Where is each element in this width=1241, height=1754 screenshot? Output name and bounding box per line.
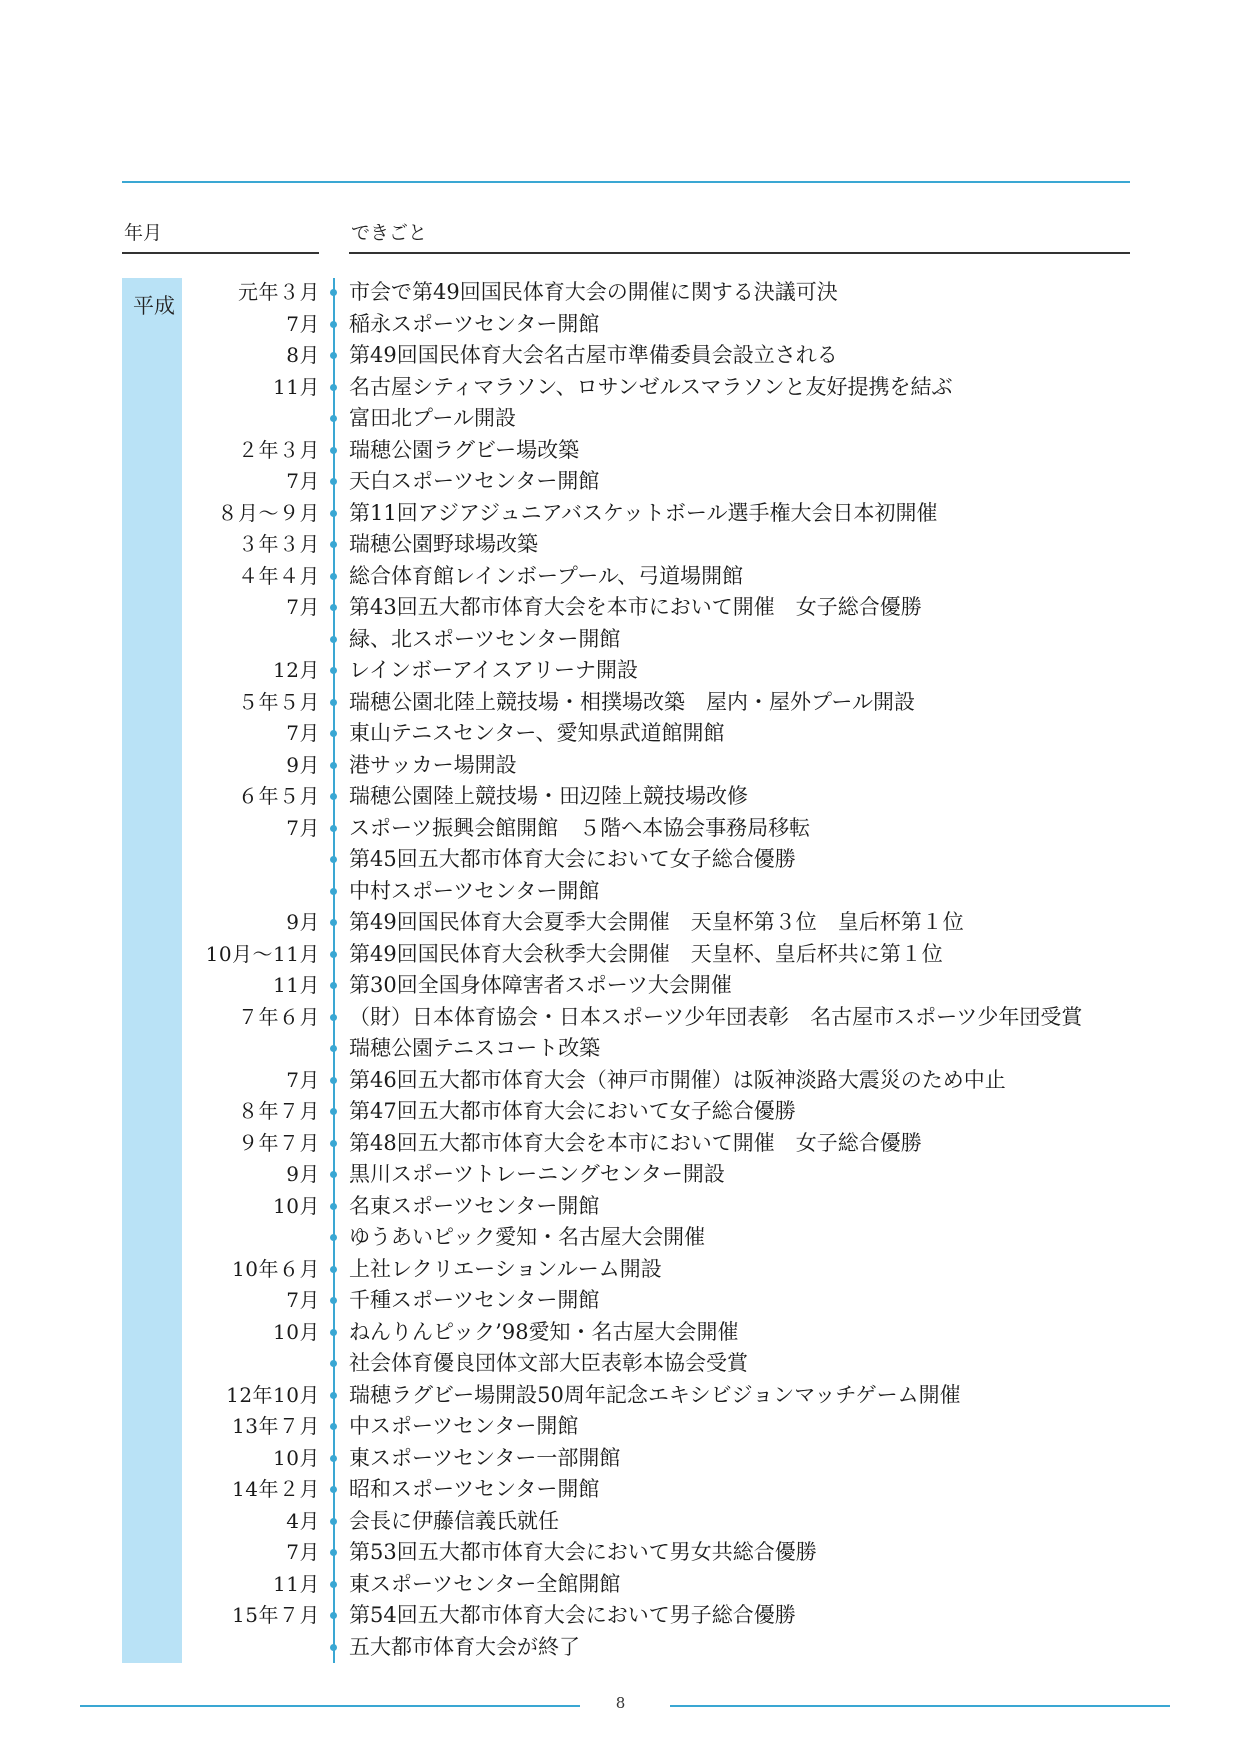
- timeline-bullet-icon: [330, 1171, 337, 1178]
- header-underline-year: [122, 252, 319, 254]
- timeline-row: [0, 813, 1241, 845]
- row-event: （財）日本体育協会・日本スポーツ少年団表彰 名古屋市スポーツ少年団受賞: [349, 1004, 1083, 1029]
- timeline-row: [0, 1128, 1241, 1160]
- timeline-row: [0, 718, 1241, 750]
- timeline-bullet-icon: [330, 573, 337, 580]
- timeline-bullet-icon: [330, 604, 337, 611]
- row-date: 11月: [273, 1571, 320, 1596]
- timeline-rows: [0, 277, 1241, 1663]
- timeline-row: [0, 1159, 1241, 1191]
- row-date: 11月: [273, 374, 320, 399]
- row-date: 10月: [273, 1193, 320, 1218]
- row-event: 第47回五大都市体育大会において女子総合優勝: [349, 1099, 796, 1123]
- timeline-row: [0, 970, 1241, 1002]
- row-date: 4月: [286, 1508, 320, 1533]
- timeline-bullet-icon: [330, 1329, 337, 1336]
- row-date: 10月: [273, 1319, 320, 1344]
- timeline-row: [0, 372, 1241, 404]
- timeline-row: [0, 592, 1241, 624]
- row-event: 千種スポーツセンター開館: [349, 1288, 600, 1312]
- timeline-row: [0, 1033, 1241, 1065]
- timeline-row: [0, 1348, 1241, 1380]
- timeline-bullet-icon: [330, 1644, 337, 1651]
- row-date: ７年６月: [238, 1004, 320, 1029]
- timeline-row: [0, 655, 1241, 687]
- timeline-row: [0, 1506, 1241, 1538]
- timeline-bullet-icon: [330, 1014, 337, 1021]
- timeline-row: [0, 1600, 1241, 1632]
- timeline-row: [0, 435, 1241, 467]
- row-date: ８月～９月: [217, 500, 320, 525]
- row-event: 名東スポーツセンター開館: [349, 1193, 600, 1218]
- row-event: 港サッカー場開設: [349, 752, 517, 777]
- row-event: 社会体育優良団体文部大臣表彰本協会受賞: [349, 1351, 748, 1375]
- row-event: 第49回国民体育大会夏季大会開催 天皇杯第３位 皇后杯第１位: [349, 910, 964, 934]
- timeline-row: [0, 1065, 1241, 1097]
- row-event: レインボーアイスアリーナ開設: [349, 658, 638, 682]
- row-date: 7月: [286, 1067, 320, 1092]
- timeline-row: [0, 1537, 1241, 1569]
- timeline-row: [0, 529, 1241, 561]
- timeline-bullet-icon: [330, 510, 337, 517]
- header-underline-event: [349, 252, 1130, 254]
- row-event: 稲永スポーツセンター開館: [349, 311, 600, 336]
- timeline-bullet-icon: [330, 762, 337, 769]
- timeline-row: [0, 1222, 1241, 1254]
- row-event: 第43回五大都市体育大会を本市において開催 女子総合優勝: [349, 595, 922, 619]
- row-event: スポーツ振興会館開館 ５階へ本協会事務局移転: [349, 815, 811, 840]
- row-event: 中村スポーツセンター開館: [349, 878, 600, 903]
- timeline-row: [0, 277, 1241, 309]
- row-event: 瑞穂ラグビー場開設50周年記念エキシビジョンマッチゲーム開催: [349, 1382, 961, 1407]
- row-date: 12年10月: [226, 1382, 320, 1407]
- row-date: ４年４月: [238, 563, 320, 588]
- row-event: 東スポーツセンター一部開館: [349, 1445, 621, 1470]
- timeline-row: [0, 1569, 1241, 1601]
- timeline-row: [0, 1317, 1241, 1349]
- timeline-row: [0, 403, 1241, 435]
- timeline-bullet-icon: [330, 415, 337, 422]
- row-date: ３年３月: [238, 532, 320, 556]
- timeline-bullet-icon: [330, 1423, 337, 1430]
- timeline-bullet-icon: [330, 1297, 337, 1304]
- row-date: 10年６月: [232, 1256, 320, 1281]
- timeline-row: [0, 1191, 1241, 1223]
- row-event: 五大都市体育大会が終了: [349, 1634, 580, 1659]
- timeline-row: [0, 1096, 1241, 1128]
- era-label: 平成: [133, 294, 175, 318]
- row-event: 名古屋シティマラソン、ロサンゼルスマラソンと友好提携を結ぶ: [349, 374, 953, 399]
- row-event: 富田北プール開設: [349, 406, 516, 430]
- row-event: 会長に伊藤信義氏就任: [349, 1508, 559, 1533]
- timeline-bullet-icon: [330, 321, 337, 328]
- timeline-bullet-icon: [330, 384, 337, 391]
- timeline-bullet-icon: [330, 1045, 337, 1052]
- timeline-bullet-icon: [330, 1266, 337, 1273]
- row-date: ５年５月: [238, 689, 320, 714]
- timeline-bullet-icon: [330, 982, 337, 989]
- row-date: ２年３月: [238, 437, 320, 462]
- timeline-row: [0, 1002, 1241, 1034]
- row-event: 第11回アジアジュニアバスケットボール選手権大会日本初開催: [349, 500, 938, 525]
- row-date: 14年２月: [232, 1477, 320, 1501]
- row-date: 10月: [273, 1445, 320, 1470]
- timeline-row: [0, 561, 1241, 593]
- timeline-bullet-icon: [330, 478, 337, 485]
- row-event: 第45回五大都市体育大会において女子総合優勝: [349, 847, 796, 871]
- row-date: 7月: [286, 721, 320, 745]
- timeline-bullet-icon: [330, 699, 337, 706]
- row-date: 9月: [286, 752, 320, 777]
- timeline-row: [0, 340, 1241, 372]
- row-event: 第53回五大都市体育大会において男女共総合優勝: [349, 1540, 817, 1564]
- timeline-row: [0, 1411, 1241, 1443]
- page-number: 8: [615, 1694, 626, 1712]
- timeline-bullet-icon: [330, 1108, 337, 1115]
- timeline-bullet-icon: [330, 352, 337, 359]
- timeline-bullet-icon: [330, 1486, 337, 1493]
- timeline-bullet-icon: [330, 1549, 337, 1556]
- row-event: 市会で第49回国民体育大会の開催に関する決議可決: [349, 280, 838, 304]
- timeline-bullet-icon: [330, 1360, 337, 1367]
- timeline-bullet-icon: [330, 1455, 337, 1462]
- timeline-row: [0, 1285, 1241, 1317]
- timeline-row: [0, 687, 1241, 719]
- row-date: 元年３月: [238, 280, 320, 304]
- row-event: 第49回国民体育大会名古屋市準備委員会設立される: [349, 343, 838, 367]
- row-event: 瑞穂公園ラグビー場改築: [349, 437, 580, 462]
- row-event: ねんりんピック’98愛知・名古屋大会開催: [349, 1319, 739, 1344]
- timeline-bullet-icon: [330, 951, 337, 958]
- row-event: ゆうあいピック愛知・名古屋大会開催: [349, 1225, 706, 1249]
- row-event: 上社レクリエーションルーム開設: [349, 1256, 662, 1281]
- row-event: 緑、北スポーツセンター開館: [349, 626, 621, 651]
- row-date: 7月: [286, 1288, 320, 1312]
- timeline-bullet-icon: [330, 919, 337, 926]
- timeline-row: [0, 907, 1241, 939]
- timeline-row: [0, 876, 1241, 908]
- row-event: 瑞穂公園野球場改築: [349, 532, 538, 556]
- row-date: 7月: [286, 469, 320, 493]
- timeline-row: [0, 1632, 1241, 1664]
- timeline-row: [0, 1380, 1241, 1412]
- row-event: 瑞穂公園陸上競技場・田辺陸上競技場改修: [349, 784, 748, 808]
- timeline-row: [0, 844, 1241, 876]
- timeline-row: [0, 781, 1241, 813]
- timeline-row: [0, 750, 1241, 782]
- timeline-bullet-icon: [330, 667, 337, 674]
- row-date: 7月: [286, 595, 320, 619]
- timeline-bullet-icon: [330, 856, 337, 863]
- timeline-row: [0, 309, 1241, 341]
- timeline-bullet-icon: [330, 636, 337, 643]
- timeline-bullet-icon: [330, 793, 337, 800]
- row-event: 東山テニスセンター、愛知県武道館開館: [349, 721, 725, 745]
- timeline-bullet-icon: [330, 289, 337, 296]
- row-date: 7月: [286, 311, 320, 336]
- row-date: 7月: [286, 815, 320, 840]
- timeline-bullet-icon: [330, 1140, 337, 1147]
- timeline-bullet-icon: [330, 1203, 337, 1210]
- timeline-row: [0, 1443, 1241, 1475]
- row-event: 東スポーツセンター全館開館: [349, 1571, 621, 1596]
- timeline-bullet-icon: [330, 447, 337, 454]
- timeline-row: [0, 1474, 1241, 1506]
- timeline-bullet-icon: [330, 1518, 337, 1525]
- timeline-bullet-icon: [330, 730, 337, 737]
- row-date: 11月: [273, 973, 320, 997]
- row-event: 第30回全国身体障害者スポーツ大会開催: [349, 973, 732, 997]
- row-date: 9月: [286, 910, 320, 934]
- row-date: 15年７月: [232, 1603, 320, 1627]
- timeline-row: [0, 466, 1241, 498]
- timeline-bullet-icon: [330, 1234, 337, 1241]
- timeline-row: [0, 1254, 1241, 1286]
- timeline-row: [0, 939, 1241, 971]
- top-rule: [122, 181, 1130, 183]
- row-event: 第46回五大都市体育大会（神戸市開催）は阪神淡路大震災のため中止: [349, 1067, 1006, 1092]
- column-header-year: 年月: [124, 222, 163, 244]
- row-event: 第49回国民体育大会秋季大会開催 天皇杯、皇后杯共に第１位: [349, 941, 943, 966]
- row-event: 瑞穂公園テニスコート改築: [349, 1036, 601, 1060]
- row-date: 7月: [286, 1540, 320, 1564]
- timeline-bullet-icon: [330, 1581, 337, 1588]
- row-event: 昭和スポーツセンター開館: [349, 1477, 600, 1501]
- timeline-bullet-icon: [330, 825, 337, 832]
- timeline-row: [0, 624, 1241, 656]
- row-event: 天白スポーツセンター開館: [349, 469, 600, 493]
- row-event: 第48回五大都市体育大会を本市において開催 女子総合優勝: [349, 1130, 922, 1155]
- timeline-bullet-icon: [330, 1392, 337, 1399]
- column-header-event: できごと: [351, 222, 428, 244]
- row-date: 12月: [273, 658, 320, 682]
- row-event: 総合体育館レインボープール、弓道場開館: [349, 563, 744, 588]
- row-date: 13年７月: [232, 1414, 320, 1438]
- row-date: ６年５月: [238, 784, 320, 808]
- timeline-bullet-icon: [330, 1077, 337, 1084]
- row-date: 9月: [286, 1162, 320, 1186]
- row-date: ８年７月: [238, 1099, 320, 1123]
- row-event: 黒川スポーツトレーニングセンター開設: [349, 1162, 725, 1186]
- row-event: 中スポーツセンター開館: [349, 1414, 579, 1438]
- row-event: 第54回五大都市体育大会において男子総合優勝: [349, 1603, 796, 1627]
- row-date: ９年７月: [238, 1130, 320, 1155]
- row-date: 10月～11月: [205, 941, 320, 966]
- timeline-bullet-icon: [330, 1612, 337, 1619]
- timeline-bullet-icon: [330, 541, 337, 548]
- row-event: 瑞穂公園北陸上競技場・相撲場改築 屋内・屋外プール開設: [349, 689, 915, 714]
- row-date: 8月: [286, 343, 320, 367]
- timeline-bullet-icon: [330, 888, 337, 895]
- timeline-row: [0, 498, 1241, 530]
